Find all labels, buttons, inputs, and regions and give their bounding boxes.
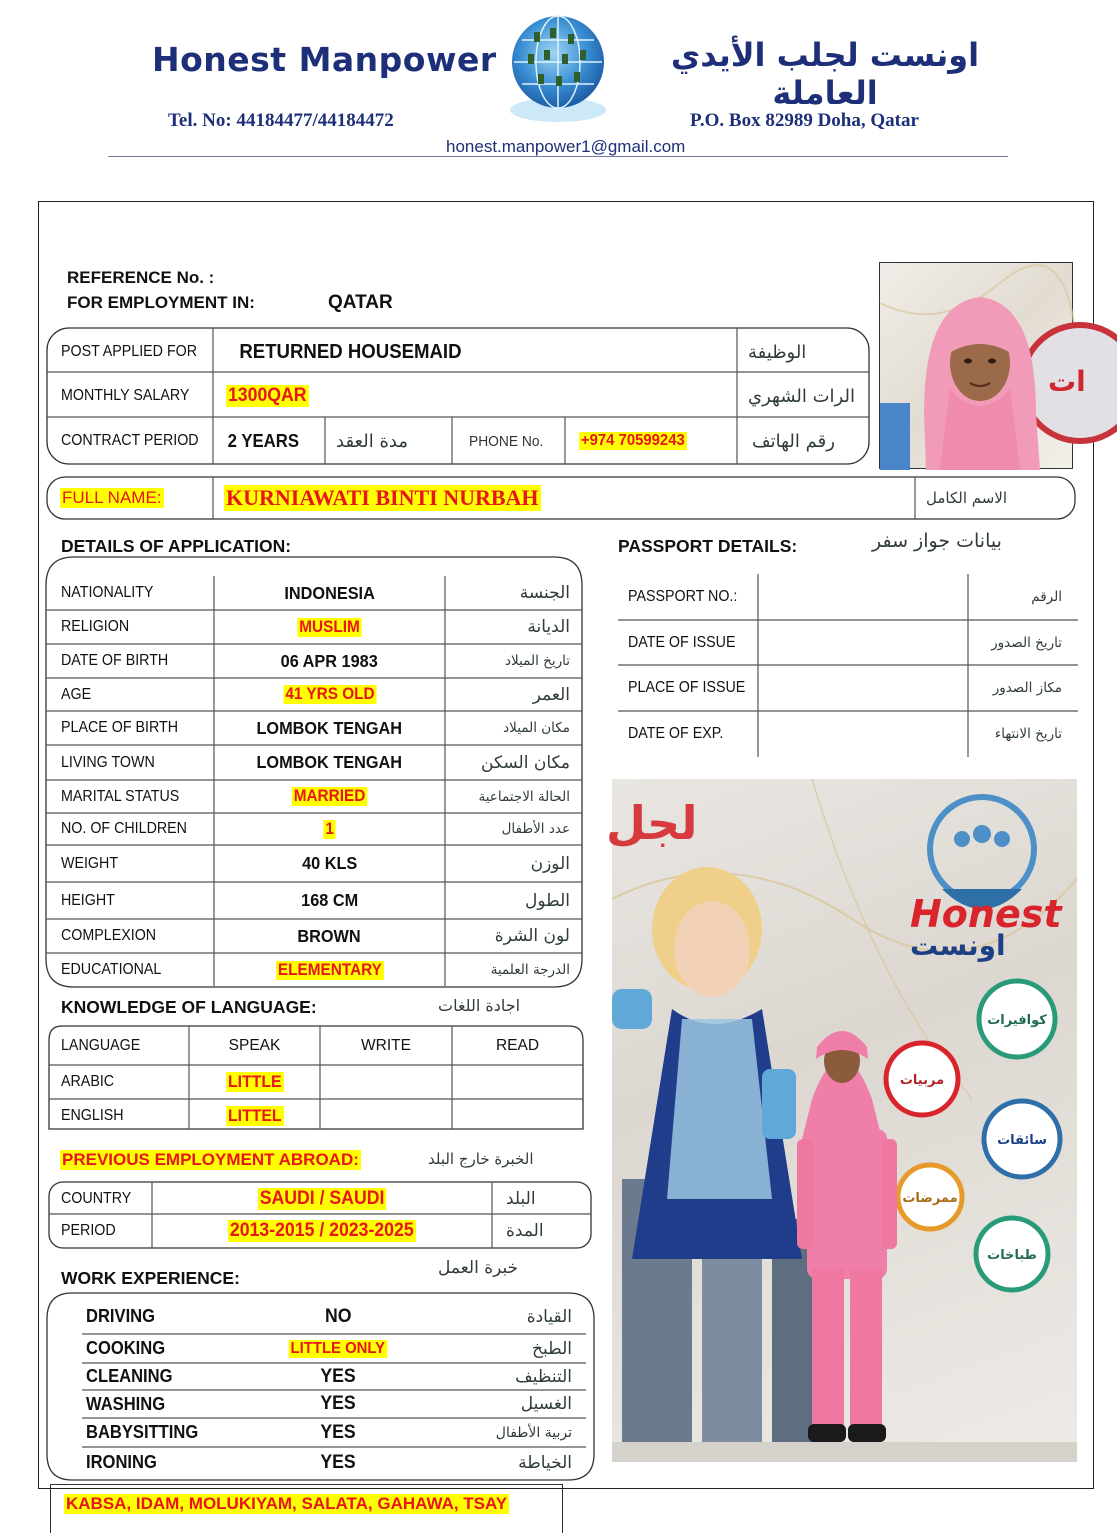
application-row-value: 06 APR 1983: [280, 650, 379, 671]
application-row-label: NATIONALITY: [61, 584, 154, 601]
post-value: RETURNED HOUSEMAID: [239, 340, 462, 363]
globe-logo-icon: [504, 10, 612, 126]
passport-row-ar: تاريخ الانتهاء: [994, 726, 1062, 742]
language-row-english-name: ENGLISH: [61, 1107, 124, 1124]
application-row-label: DATE OF BIRTH: [61, 652, 169, 669]
application-row-label: PLACE OF BIRTH: [61, 719, 179, 736]
language-header-read: READ: [495, 1037, 540, 1054]
application-row-ar: الديانة: [527, 617, 570, 637]
language-header-write: WRITE: [361, 1037, 411, 1054]
application-row-ar: لون الشرة: [494, 926, 570, 946]
application-row-ar: تاريخ الميلاد: [505, 653, 570, 669]
full-body-photo: [606, 779, 1077, 1462]
company-po-box: P.O. Box 82989 Doha, Qatar: [690, 110, 919, 131]
work-experience-ar: التنظيف: [515, 1366, 572, 1387]
application-row-label: HEIGHT: [61, 891, 115, 909]
application-row-ar: الدرجة العلمية: [490, 962, 570, 978]
passport-row-ar: تاريخ الصدور: [991, 634, 1062, 651]
application-row-label: WEIGHT: [61, 854, 119, 872]
passport-row-label: DATE OF EXP.: [628, 725, 724, 742]
application-row-value: 41 YRS OLD: [284, 685, 375, 703]
application-row-value: LOMBOK TENGAH: [256, 717, 403, 738]
application-row-value: 168 CM: [301, 890, 358, 910]
cuisine-list: KABSA, IDAM, MOLUKIYAM, SALATA, GAHAWA, TSAY: [66, 1494, 508, 1513]
banner-brand-en: Honest: [910, 892, 1062, 936]
service-5: طباخات: [987, 1248, 1037, 1263]
work-experience-label: COOKING: [86, 1338, 166, 1358]
application-row-label: LIVING TOWN: [61, 753, 155, 771]
language-title: KNOWLEDGE OF LANGUAGE:: [61, 997, 317, 1017]
reference-label: REFERENCE No. :: [67, 268, 215, 287]
passport-row-label: PLACE OF ISSUE: [628, 679, 746, 696]
work-experience-value: YES: [320, 1421, 356, 1443]
full-name-label: FULL NAME:: [62, 488, 162, 507]
previous-employment-title-ar: الخبرة خارج البلد: [428, 1150, 534, 1168]
company-email: honest.manpower1@gmail.com: [446, 137, 686, 156]
passport-title: PASSPORT DETAILS:: [618, 536, 798, 556]
application-row-value: BROWN: [297, 925, 362, 946]
application-row-ar: الحالة الاجتماعية: [478, 788, 570, 805]
work-experience-ar: الخياطة: [518, 1452, 572, 1473]
post-ar: الوظيفة: [748, 341, 807, 363]
language-row-arabic-name: ARABIC: [61, 1073, 115, 1090]
previous-country-value: SAUDI / SAUDI: [259, 1187, 385, 1209]
work-experience-ar: الغسيل: [520, 1394, 572, 1414]
phone-ar: رقم الهاتف: [752, 430, 835, 452]
passport-title-ar: بيانات جواز سفر: [872, 530, 1002, 552]
application-row-ar: الوزن: [530, 853, 570, 874]
work-experience-value: YES: [320, 1365, 356, 1387]
salary-label: MONTHLY SALARY: [61, 387, 190, 404]
work-experience-value: YES: [320, 1451, 356, 1473]
work-experience-label: BABYSITTING: [86, 1422, 199, 1442]
application-row-value: ELEMENTARY: [277, 960, 382, 979]
salary-value: 1300QAR: [227, 385, 307, 406]
phone-label: PHONE No.: [469, 432, 544, 450]
company-telephone: Tel. No: 44184477/44184472: [168, 110, 394, 131]
application-row-value: MUSLIM: [299, 617, 360, 636]
passport-row-label: DATE OF ISSUE: [628, 633, 736, 651]
previous-period-ar: المدة: [506, 1220, 544, 1241]
salary-ar: الرات الشهري: [748, 385, 855, 407]
previous-country-label: COUNTRY: [61, 1189, 132, 1207]
application-row-ar: الجنسة: [519, 583, 570, 603]
svg-text:ات: ات: [1048, 365, 1086, 398]
language-row-english-speak: LITTEL: [227, 1106, 282, 1125]
contract-ar: مدة العقد: [336, 430, 408, 452]
contract-value: 2 YEARS: [227, 430, 300, 451]
application-row-label: EDUCATIONAL: [61, 961, 162, 978]
work-experience-ar: تربية الأطفال: [495, 1424, 572, 1441]
passport-row-ar: مكاز الصدور: [992, 680, 1062, 696]
work-experience-title-ar: خبرة العمل: [438, 1258, 519, 1278]
application-row-value: MARRIED: [293, 787, 366, 805]
work-experience-value: NO: [324, 1305, 352, 1327]
application-row-ar: العمر: [532, 684, 570, 705]
banner-top-ar: لجل: [606, 796, 698, 850]
passport-row-label: PASSPORT NO.:: [628, 588, 738, 605]
work-experience-label: IRONING: [86, 1452, 157, 1472]
previous-employment-title: PREVIOUS EMPLOYMENT ABROAD:: [62, 1150, 359, 1169]
application-row-label: COMPLEXION: [61, 927, 157, 944]
company-name-en: Honest Manpower: [152, 40, 497, 79]
work-experience-label: CLEANING: [86, 1366, 173, 1386]
post-label: POST APPLIED FOR: [61, 343, 198, 360]
work-experience-title: WORK EXPERIENCE:: [61, 1268, 240, 1288]
application-row-ar: الطول: [525, 890, 570, 911]
previous-period-value: 2013-2015 / 2023-2025: [230, 1219, 414, 1241]
language-header-language: LANGUAGE: [61, 1037, 141, 1054]
service-3: سائقات: [997, 1133, 1047, 1148]
employment-country: QATAR: [328, 292, 393, 313]
company-name-ar: اونست لجلب الأيدي العاملة: [670, 36, 980, 112]
banner-brand-ar: اونست: [910, 929, 1006, 962]
application-row-ar: مكان السكن: [481, 752, 570, 773]
application-row-label: MARITAL STATUS: [61, 787, 180, 805]
portrait-photo: [879, 262, 1086, 469]
work-experience-label: DRIVING: [86, 1306, 156, 1326]
application-row-label: AGE: [61, 685, 92, 703]
employment-label: FOR EMPLOYMENT IN:: [67, 293, 255, 312]
application-row-value: 1: [325, 819, 334, 838]
application-row-label: RELIGION: [61, 618, 130, 635]
work-experience-ar: الطبخ: [532, 1338, 572, 1359]
service-1: كوافيرات: [987, 1013, 1047, 1028]
contract-label: CONTRACT PERIOD: [61, 432, 199, 449]
header-divider: [108, 156, 1008, 157]
work-experience-ar: القيادة: [526, 1306, 572, 1327]
application-row-value: INDONESIA: [284, 582, 375, 603]
service-4: ممرضات: [902, 1191, 958, 1206]
previous-period-label: PERIOD: [61, 1221, 116, 1239]
full-name-border: [46, 476, 1078, 522]
full-name-ar: الاسم الكامل: [926, 489, 1008, 507]
application-row-ar: عدد الأطفال: [501, 821, 570, 837]
service-2: مربيات: [899, 1073, 945, 1088]
application-row-label: NO. OF CHILDREN: [61, 820, 187, 837]
application-row-ar: مكان الميلاد: [503, 720, 570, 736]
application-row-value: LOMBOK TENGAH: [256, 752, 403, 772]
full-name-value: KURNIAWATI BINTI NURBAH: [226, 485, 539, 510]
work-experience-label: WASHING: [86, 1393, 166, 1414]
application-title: DETAILS OF APPLICATION:: [61, 536, 292, 556]
previous-country-ar: البلد: [506, 1188, 536, 1209]
phone-value: +974 70599243: [580, 432, 685, 449]
work-experience-value: LITTLE ONLY: [290, 1339, 386, 1357]
application-row-value: 40 KLS: [301, 853, 358, 873]
language-header-speak: SPEAK: [228, 1037, 281, 1054]
language-row-arabic-speak: LITTLE: [227, 1072, 282, 1091]
language-title-ar: اجادة اللغات: [438, 996, 521, 1015]
work-experience-value: YES: [320, 1393, 356, 1414]
passport-row-ar: الرقم: [1031, 589, 1062, 605]
